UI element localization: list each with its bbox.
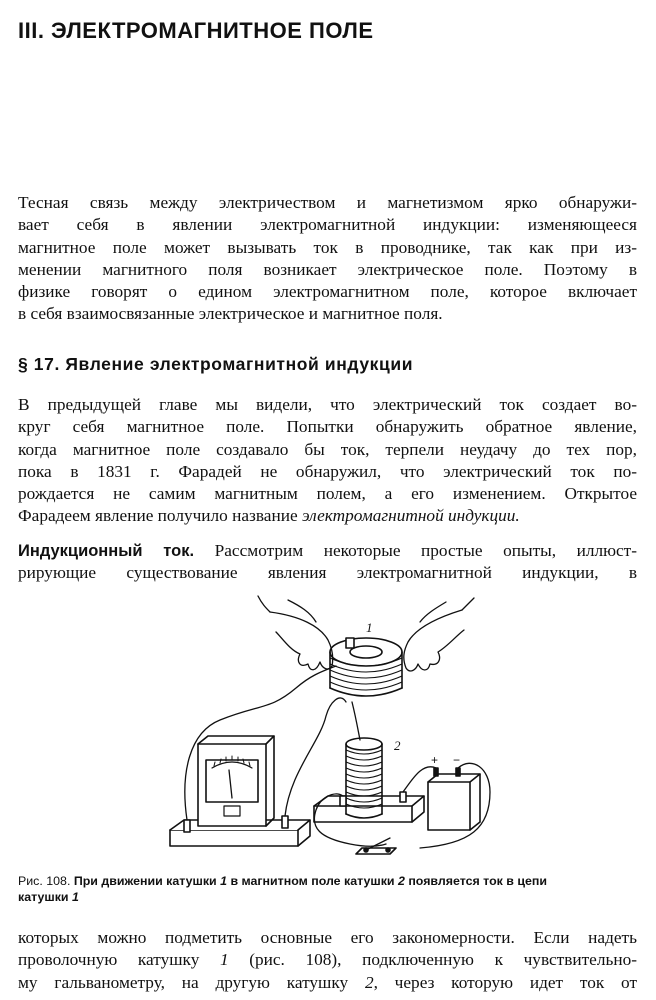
- intro-line: магнитное поле может вызывать ток в проводнике, так как при из-: [18, 237, 637, 257]
- intro-line: менении магнитного поля возникает электрическое поле. Поэтому в: [18, 259, 637, 279]
- section-line: В предыдущей главе мы видели, что электрический ток создает во-: [18, 395, 637, 414]
- section-line-prefix: Фарадеем явление получило название: [18, 506, 302, 526]
- caption-coil-1: 1: [71, 890, 79, 904]
- section-line: когда магнитное поле создавало бы ток, терпели неудачу до тех пор,: [18, 439, 637, 459]
- caption-coil-1: 1: [220, 874, 227, 888]
- continuation-text: проволочную катушку: [18, 950, 220, 970]
- section-line: рождается не самим магнитным полем, а его изменением. Открытое: [18, 484, 637, 504]
- label-minus: −: [453, 753, 461, 767]
- caption-text: появляется ток в цепи: [404, 874, 547, 888]
- chapter-title: III. ЭЛЕКТРОМАГНИТНОЕ ПОЛЕ: [18, 18, 374, 43]
- continuation-line: [18, 972, 637, 994]
- coil-number: 1: [219, 950, 229, 970]
- caption-number: Рис. 108.: [18, 874, 71, 888]
- battery: [428, 768, 480, 830]
- section-line: [18, 505, 637, 527]
- intro-line: вает себя в явлении электромагнитной индукции: изменяющееся: [18, 215, 637, 235]
- continuation-text: му гальванометру, на другую катушку: [18, 972, 365, 992]
- intro-line: Тесная связь между электричеством и магнетизмом ярко обнаружи-: [18, 193, 637, 212]
- continuation-line: которых можно подметить основные его закономерности. Если надеть: [18, 928, 637, 947]
- caption-coil-2: 2: [397, 874, 405, 888]
- intro-paragraph: [18, 192, 637, 326]
- run-in-heading: Индукционный ток.: [18, 542, 195, 560]
- figure-caption: [18, 873, 638, 905]
- coil-2: [314, 738, 424, 822]
- term-electromagnetic-induction: электромагнитной индукции.: [301, 506, 520, 526]
- label-coil-1: 1: [366, 620, 373, 635]
- label-coil-2: 2: [394, 738, 401, 753]
- caption-text: катушки: [18, 890, 72, 904]
- caption-text: в магнитном поле катушки: [227, 874, 398, 888]
- coil-1: [330, 638, 402, 696]
- continuation-paragraph: [18, 927, 637, 994]
- section-line: пока в 1831 г. Фарадей не обнаружил, что электрический ток по-: [18, 461, 637, 481]
- section-title: § 17. Явление электромагнитной индукции: [18, 354, 414, 374]
- coil-number: 2: [364, 972, 374, 992]
- induction-paragraph: [18, 540, 637, 585]
- intro-line: физике говорят о едином электромагнитном поле, которое включает: [18, 282, 637, 302]
- continuation-line: [18, 949, 637, 971]
- figure-108: [150, 592, 510, 864]
- induction-line: [18, 540, 637, 562]
- continuation-text: , через которую идет ток от: [373, 972, 637, 992]
- intro-line: в себя взаимосвязанные электрическое и магнитное поля.: [18, 304, 443, 324]
- induction-line-rest: Рассмотрим некоторые простые опыты, иллюст-: [194, 541, 637, 560]
- section-line: круг себя магнитное поле. Попытки обнаружить обратное явление,: [18, 417, 637, 437]
- caption-text: При движении катушки: [70, 874, 221, 888]
- induction-line: рирующие существование явления электромагнитной индукции, в: [18, 563, 637, 583]
- label-plus: +: [431, 753, 439, 767]
- continuation-text: (рис. 108), подключенную к чувствительно-: [228, 950, 637, 970]
- section-paragraph: [18, 394, 637, 528]
